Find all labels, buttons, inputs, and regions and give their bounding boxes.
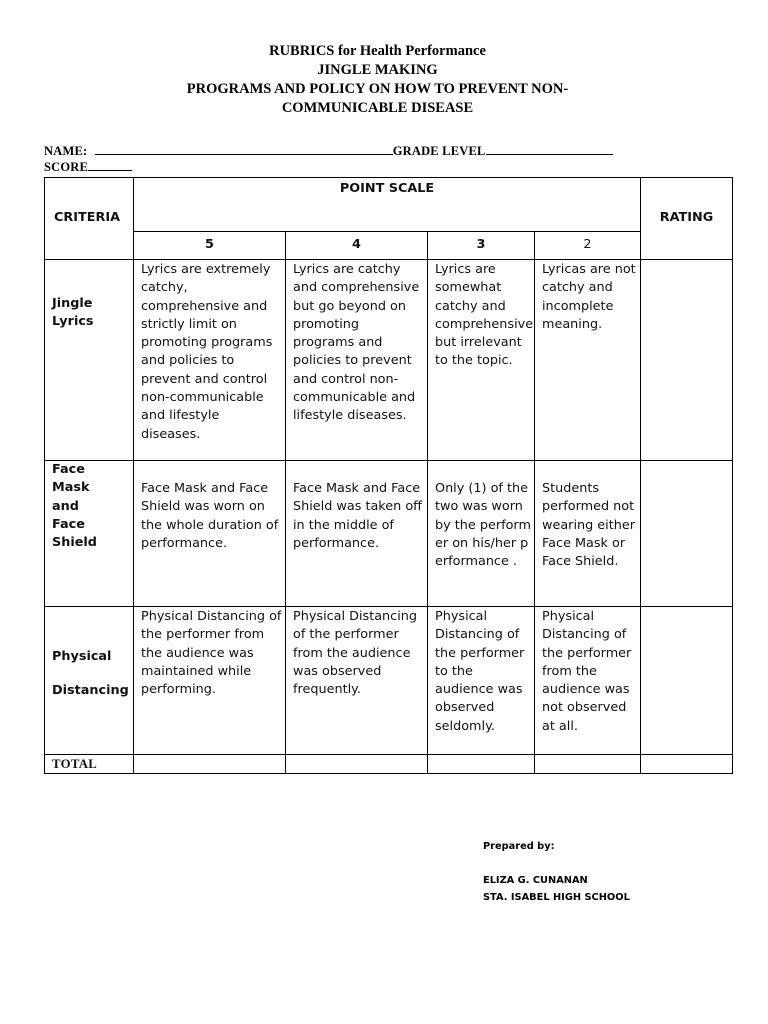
preparer-name: ELIZA G. CUNANAN — [483, 875, 588, 886]
description-cell: Lyrics are extremely catchy, comprehensive and strictly limit on promoting programs and policies to prevent and control non-communicable and lifestyle diseases. — [134, 260, 286, 461]
title-line-2: JINGLE MAKING — [317, 62, 438, 78]
criterion-face-mask: Face Mask and Face Shield — [45, 461, 134, 607]
total-row — [45, 755, 733, 774]
score-2: 2 — [535, 232, 641, 260]
grade-level-label: GRADE LEVEL — [392, 144, 486, 158]
score-row — [44, 159, 613, 175]
total-cell[interactable] — [286, 755, 428, 774]
score-4: 4 — [286, 232, 428, 260]
document-title — [40, 42, 715, 118]
prepared-by-label: Prepared by: — [483, 841, 555, 852]
name-field[interactable] — [95, 143, 393, 155]
total-rating-cell[interactable] — [641, 755, 733, 774]
title-line-4: COMMUNICABLE DISEASE — [281, 100, 474, 116]
description-cell: Physical Distancing of the performer from the audience was maintained while performing. — [134, 607, 286, 755]
criterion-physical-distancing: Physical Distancing — [45, 607, 134, 755]
title-line-1: RUBRICS for Health Performance — [269, 43, 486, 59]
criteria-header: CRITERIA — [45, 178, 134, 260]
table-row — [45, 607, 733, 755]
rating-cell[interactable] — [641, 461, 733, 607]
description-cell: Lyrics are catchy and comprehensive but go beyond on promoting programs and policies to prevent and control non-communicable and lifestyle diseases. — [286, 260, 428, 461]
preparer-school: STA. ISABEL HIGH SCHOOL — [483, 892, 630, 903]
description-cell: Physical Distancing of the performer to the audience was observed seldomly. — [428, 607, 535, 755]
name-label: NAME: — [44, 144, 88, 158]
rubric-table — [44, 177, 733, 774]
point-scale-header: POINT SCALE — [134, 178, 641, 232]
description-cell: Physical Distancing of the performer from the audience was not observed at all. — [535, 607, 641, 755]
description-cell: Lyrics are somewhat catchy and comprehensive but irrelevant to the topic. — [428, 260, 535, 461]
description-cell: Face Mask and Face Shield was worn on the whole duration of performance. — [134, 461, 286, 607]
total-label: TOTAL — [45, 755, 134, 774]
total-cell[interactable] — [428, 755, 535, 774]
rating-cell[interactable] — [641, 260, 733, 461]
description-cell: Only (1) of the two was worn by the performer on his/her performance . — [428, 461, 535, 607]
total-cell[interactable] — [134, 755, 286, 774]
score-field[interactable] — [88, 159, 132, 171]
description-cell: Students performed not wearing either Face Mask or Face Shield. — [535, 461, 641, 607]
header-row — [45, 178, 733, 232]
description-cell: Lyricas are not catchy and incomplete meaning. — [535, 260, 641, 461]
rating-header: RATING — [641, 178, 733, 260]
table-row — [45, 461, 733, 607]
prepared-by-block — [483, 838, 630, 906]
criterion-jingle-lyrics: Jingle Lyrics — [45, 260, 134, 461]
table-row — [45, 260, 733, 461]
score-row — [45, 232, 733, 260]
rating-cell[interactable] — [641, 607, 733, 755]
description-cell: Physical Distancing of the performer from the audience was observed frequently. — [286, 607, 428, 755]
score-label: SCORE — [44, 160, 89, 174]
score-3: 3 — [428, 232, 535, 260]
score-5: 5 — [134, 232, 286, 260]
total-cell[interactable] — [535, 755, 641, 774]
description-cell: Face Mask and Face Shield was taken off in the middle of performance. — [286, 461, 428, 607]
grade-level-field[interactable] — [486, 143, 613, 155]
title-line-3: PROGRAMS AND POLICY ON HOW TO PREVENT NON- — [186, 81, 569, 97]
name-grade-row — [44, 143, 613, 159]
student-fields — [44, 143, 613, 175]
